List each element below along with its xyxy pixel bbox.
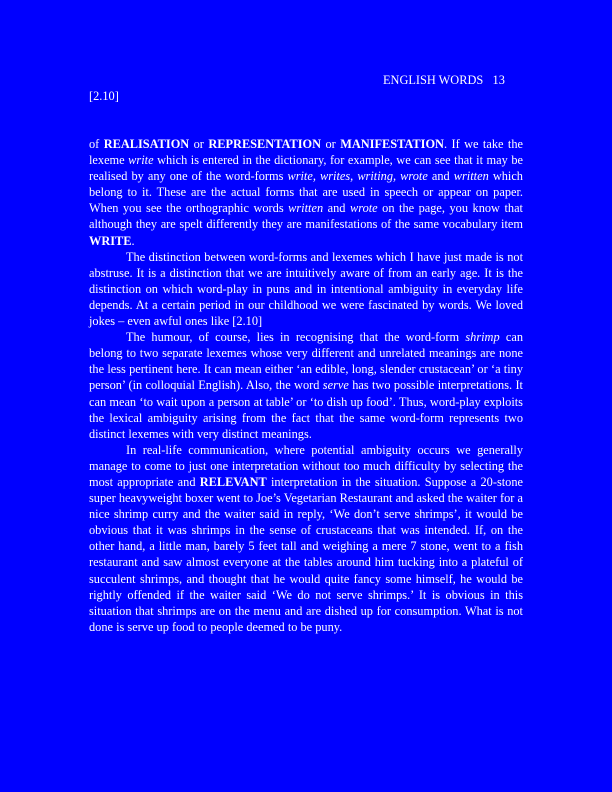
paragraph-4 <box>89 442 523 635</box>
emphasis-term: RELEVANT <box>199 474 267 489</box>
paragraph-3 <box>89 329 523 442</box>
page-number: 13 <box>492 73 505 87</box>
text-run: or <box>321 137 341 151</box>
text-run: of <box>89 137 104 151</box>
text-run: The humour, of course, lies in recognising that the word-form <box>126 330 466 345</box>
italic-term: wrote <box>349 201 378 216</box>
text-run: or <box>189 137 209 151</box>
text-run: which is entered in the dictionary, for example, we can see that it may be realised by any one of the word-forms <box>89 153 523 184</box>
emphasis-term: WRITE <box>89 233 132 248</box>
italic-term: write <box>128 153 154 168</box>
text-run: interpretation in the situation. Suppose a 20-stone super heavyweight boxer went to Joe’s Vegetarian Restaurant and asked the waiter for a nice shrimp curry and the waiter said in reply, ‘We don’t serve shrimps’, it would be obvious that it was shrimps in the sense of crustaceans that was intended. If, on the other hand, a little man, barely 5 feet tall and weighing a mere 7 stone, went to a fish restaurant and saw almost everyone at the tables around him tucking into a plateful of succulent shrimps, and thought that he would quite fancy some himself, he would be rightly offended if the waiter said ‘We do not serve shrimps.’ It is obvious in this situation that shrimps are on the menu and are dished up for consumption. What is not done is serve up food to people deemed to be puny. <box>89 474 524 634</box>
italic-term: serve <box>322 378 349 393</box>
emphasis-term: REALISATION <box>103 137 190 151</box>
italic-term: written <box>453 169 489 184</box>
paragraph-1 <box>89 136 523 249</box>
running-header <box>383 72 523 88</box>
italic-term: written <box>288 201 324 216</box>
text-run: which belong to it. These are the actual forms that are used in speech or appear on paper. When you see the orthographic words <box>89 169 523 216</box>
example-marker: [2.10] <box>89 89 119 103</box>
text-run: can belong to two separate lexemes whose very different and unrelated meanings are none the less pertinent here. It can mean either ‘an edible, long, slender crustacean’ or ‘a tiny person’ (in colloquial English). Also, the word <box>89 330 523 393</box>
text-run: In real-life communication, where potential ambiguity occurs we generally manage to come to just one interpretation without too much difficulty by selecting the most appropriate and <box>89 442 523 489</box>
text-run: and <box>427 169 454 184</box>
text-run: . <box>131 233 135 248</box>
body-text <box>89 136 523 635</box>
text-run: and <box>323 201 350 216</box>
text-run: The distinction between word-forms and lexemes which I have just made is not abstruse. It is a distinction that we are intuitively aware of from an early age. It is the distinction on which word-play in puns and in intentional ambiguity in everyday life depends. At a certain period in our childhood we were fascinated by words. We loved jokes – even awful ones like [2.10] <box>89 249 523 329</box>
italic-term: write, writes, writing, wrote <box>287 169 428 184</box>
emphasis-term: MANIFESTATION <box>340 137 444 151</box>
text-run: has two possible interpretations. It can mean ‘to wait upon a person at table’ or ‘to dish up food’. Thus, word-play exploits the lexical ambiguity arising from the fact that the same word-form represents two distinct lexemes with very distinct meanings. <box>89 378 523 441</box>
italic-term: shrimp <box>465 330 500 345</box>
running-title: ENGLISH WORDS <box>383 73 484 87</box>
paragraph-2 <box>89 249 523 329</box>
emphasis-term: REPRESENTATION <box>208 137 322 151</box>
text-run: on the page, you know that although they are spelt differently they are manifestations of the same vocabulary item <box>89 201 523 232</box>
text-run: . If we take the lexeme <box>89 137 523 168</box>
